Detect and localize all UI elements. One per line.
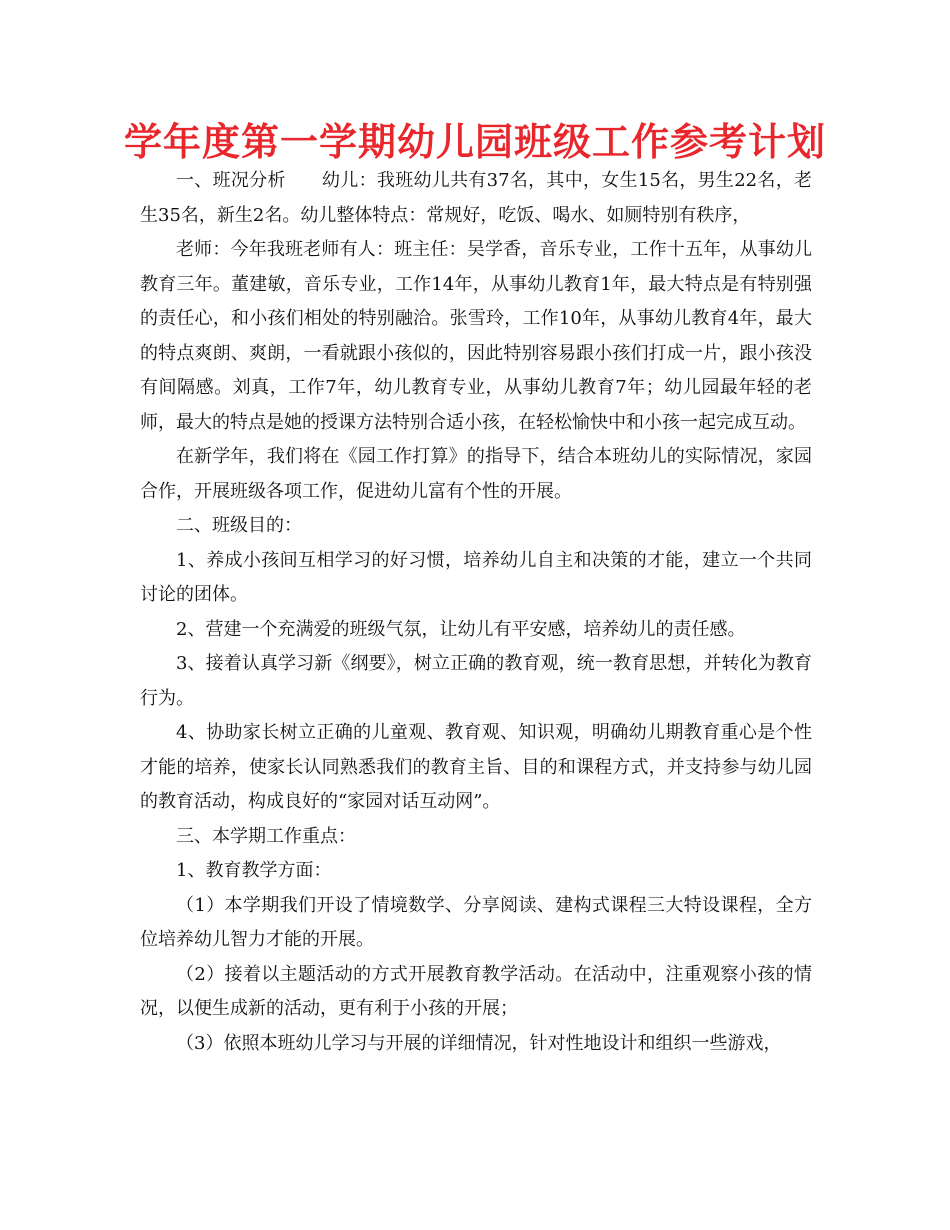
goal-item-1: 1、养成小孩间互相学习的好习惯，培养幼儿自主和决策的才能，建立一个共同讨论的团体。 [140,549,812,605]
goal-item-3: 3、接着认真学习新《纲要》，树立正确的教育观，统一教育思想，并转化为教育行为。 [140,653,812,709]
paragraph-situation-analysis [140,164,812,233]
document-body [140,164,812,1061]
section-heading: 一、班况分析 [176,170,286,191]
paragraph-new-year: 在新学年，我们将在《园工作打算》的指导下，结合本班幼儿的实际情况，家园合作，开展班级各项工作，促进幼儿富有个性的开展。 [140,446,812,502]
paragraph-teachers: 老师：今年我班老师有人：班主任：吴学香，音乐专业，工作十五年，从事幼儿教育三年。董建敏，音乐专业，工作14年，从事幼儿教育1年，最大特点是有特别强的责任心，和小孩们相处的特别融洽。张雪玲，工作10年，从事幼儿教育4年，最大的特点爽朗、爽朗，一看就跟小孩似的，因此特别容易跟小孩们打成一片，跟小孩没有间隔感。刘真，工作7年，幼儿教育专业，从事幼儿教育7年；幼儿园最年轻的老师，最大的特点是她的授课方法特别合适小孩，在轻松愉快中和小孩一起完成互动。 [140,239,812,433]
document-title: 学年度第一学期幼儿园班级工作参考计划 [123,119,826,164]
teaching-item-3: （3）依照本班幼儿学习与开展的详细情况，针对性地设计和组织一些游戏， [176,1032,782,1054]
section-heading-goals: 二、班级目的： [176,515,302,536]
sub-heading-teaching: 1、教育教学方面： [176,860,332,881]
goal-item-4: 4、协助家长树立正确的儿童观、教育观、知识观，明确幼儿期教育重心是个性才能的培养，使家长认同熟悉我们的教育主旨、目的和课程方式，并支持参与幼儿园的教育活动，构成良好的“家园对话互动网”。 [140,722,812,812]
teaching-item-2: （2）接着以主题活动的方式开展教育教学活动。在活动中，注重观察小孩的情况，以便生成新的活动，更有利于小孩的开展； [140,963,812,1019]
teaching-item-1: （1）本学期我们开设了情境数学、分享阅读、建构式课程三大特设课程，全方位培养幼儿智力才能的开展。 [140,894,812,950]
section-heading-focus: 三、本学期工作重点： [176,825,356,847]
paragraph-text: 幼儿：我班幼儿共有37名，其中，女生15名，男生22名，老生35名，新生2名。幼儿整体特点：常规好，吃饭、喝水、如厕特别有秩序， [140,170,813,226]
goal-item-2: 2、营建一个充满爱的班级气氛，让幼儿有平安感，培养幼儿的责任感。 [176,618,746,640]
